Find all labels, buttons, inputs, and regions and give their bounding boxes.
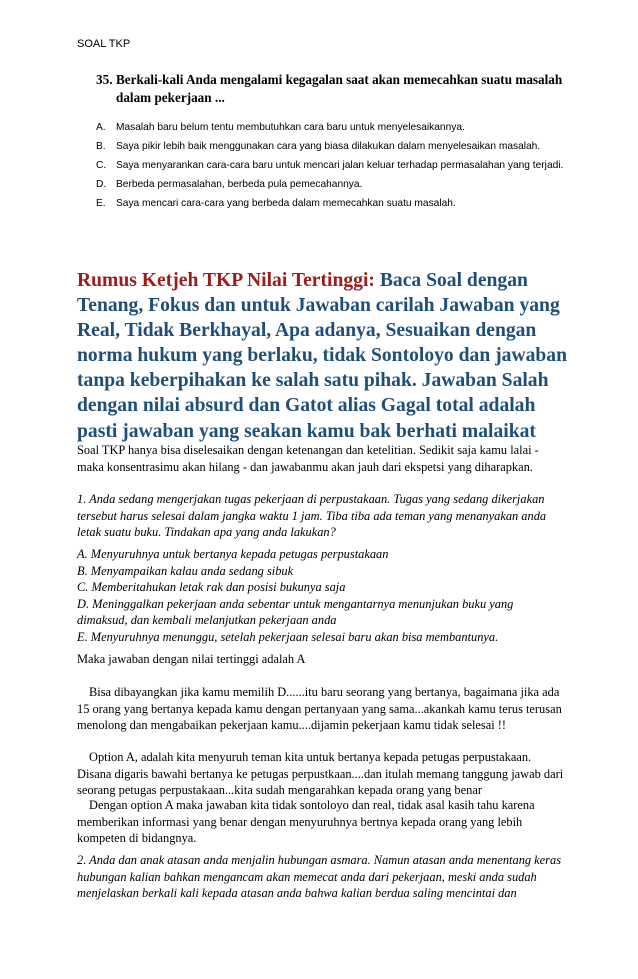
explanation-1: Bisa dibayangkan jika kamu memilih D......itu baru seorang yang bertanya, bagaimana jika ada 15 orang yang bertanya kepada kamu dengan pertanyaan yang sama...akankah kamu terus terusan menolong dan mengabaikan pekerjaan kamu....dijamin pekerjaan kamu tidak selesai !!: [77, 685, 562, 732]
rumus-body: Baca Soal dengan Tenang, Fokus dan untuk Jawaban carilah Jawaban yang Real, Tidak Berkhayal, Apa adanya, Sesuaikan dengan norma hukum yang berlaku, tidak Sontoloyo dan jawaban tanpa keberpihakan ke salah satu pihak. Jawaban Salah dengan nilai absurd dan Gatot alias Gagal total adalah pasti jawaban yang seakan kamu bak berhati malaikat: [77, 270, 567, 442]
rumus-heading: [77, 268, 567, 444]
question-1-option-c: C. Memberitahukan letak rak dan posisi bukunya saja: [77, 580, 346, 594]
option-label: B.: [96, 141, 106, 152]
intro-paragraph: Soal TKP hanya bisa diselesaikan dengan ketenangan dan ketelitian. Sedikit saja kamu lalai - maka konsentrasimu akan hilang - dan jawabanmu akan jauh dari ekspetsi yang diharapkan.: [77, 443, 539, 474]
question-1-option-e: E. Menyuruhnya menunggu, setelah pekerjaan selesai baru akan bisa membantunya.: [77, 629, 499, 644]
option-c: [96, 158, 566, 174]
explanation-2: Option A, adalah kita menyuruh teman kita untuk bertanya kepada petugas perpustakaan. Disana digaris bawahi bertanya ke petugas perpustkaan....dan itulah memang tanggung jawab dari seorang petugas perpustakaan...kita sudah mengarahkan kepada orang yang benar: [77, 750, 564, 797]
option-text: Berbeda permasalahan, berbeda pula pemecahannya.: [116, 179, 363, 190]
option-text: Saya pikir lebih baik menggunakan cara yang biasa dilakukan dalam menyelesaikan masalah.: [116, 141, 541, 152]
option-text: Saya mencari cara-cara yang berbeda dalam memecahkan suatu masalah.: [116, 198, 456, 209]
answer-line: Maka jawaban dengan nilai tertinggi adalah A: [77, 652, 306, 666]
option-b: [96, 139, 566, 155]
question-1-options: [77, 546, 567, 645]
question-text: Berkali-kali Anda mengalami kegagalan saat akan memecahkan suatu masalah dalam pekerjaan ...: [116, 72, 563, 105]
question-1-option-d: D. Meninggalkan pekerjaan anda sebentar untuk mengantarnya menunjukan buku yang dimaksud, dan kembali melanjutkan pekerjaan anda: [77, 596, 514, 627]
question-35: [96, 71, 566, 107]
option-a: [96, 120, 566, 136]
option-label: E.: [96, 198, 106, 209]
question-1-option-a: A. Menyuruhnya untuk bertanya kepada petugas perpustakaan: [77, 547, 389, 561]
option-label: C.: [96, 160, 107, 171]
question-number: 35.: [96, 72, 113, 87]
question-35-options: [96, 120, 566, 215]
explanation-3: Dengan option A maka jawaban kita tidak sontoloyo dan real, tidak asal kasih tahu karena memberikan informasi yang benar dengan menyuruhnya bertnya kepada orang yang lebih kompeten di bidangnya.: [77, 798, 535, 845]
option-label: D.: [96, 179, 107, 190]
option-d: [96, 177, 566, 193]
question-1-option-b: B. Menyampaikan kalau anda sedang sibuk: [77, 563, 294, 578]
rumus-title: Rumus Ketjeh TKP Nilai Tertinggi:: [77, 270, 375, 291]
option-text: Masalah baru belum tentu membutuhkan cara baru untuk menyelesaikannya.: [116, 122, 465, 133]
option-e: [96, 196, 566, 212]
question-2-text: 2. Anda dan anak atasan anda menjalin hubungan asmara. Namun atasan anda menentang keras hubungan kalian bahkan mengancam akan memecat anda dari pekerjaan, meski anda sudah menjelaskan berkali kali kepada atasan anda bahwa kalian berdua saling mencintai dan: [77, 853, 562, 900]
question-1-text: 1. Anda sedang mengerjakan tugas pekerjaan di perpustakaan. Tugas yang sedang dikerjakan tersebut harus selesai dalam jangka waktu 1 jam. Tiba tiba ada teman yang menanyakan anda letak suatu buku. Tindakan apa yang anda lakukan?: [77, 492, 547, 539]
option-label: A.: [96, 122, 106, 133]
option-text: Saya menyarankan cara-cara baru untuk mencari jalan keluar terhadap permasalahan yang terjadi.: [116, 160, 564, 171]
page-header: SOAL TKP: [77, 38, 131, 50]
